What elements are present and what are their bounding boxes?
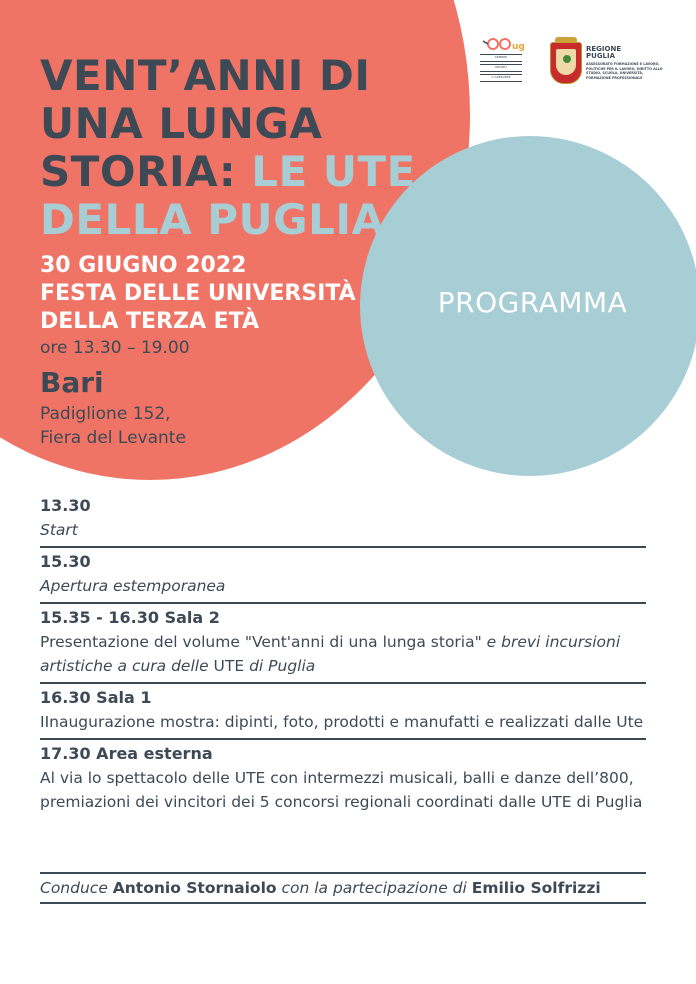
schedule-description: Al via lo spettacolo delle UTE con intermezzi musicali, balli e danze dell’800, premiazioni dei vincitori dei 5 concorsi regionali coordinati dalle UTE di Puglia (40, 769, 643, 811)
schedule-item (40, 492, 646, 548)
event-date: 30 GIUGNO 2022 (40, 253, 247, 278)
event-info (40, 252, 356, 336)
title-line-4: DELLA PUGLIA (40, 195, 385, 244)
event-time: ore 13.30 – 19.00 (40, 338, 190, 358)
ute-logo-row-2: PRONTI (480, 64, 522, 72)
schedule-description: Apertura estemporanea (40, 577, 226, 595)
schedule-item (40, 548, 646, 604)
title-line-3-dark: STORIA: (40, 147, 252, 196)
schedule-time: 17.30 Area esterna (40, 744, 213, 763)
coat-of-arms-icon (550, 42, 582, 84)
event-name-line-2: DELLA TERZA ETÀ (40, 309, 259, 334)
venue-line-1: Padiglione 152, (40, 404, 171, 424)
title-line-3-light: LE UTE (251, 147, 416, 196)
schedule-time: 13.30 (40, 496, 91, 515)
ute-logo-row-3: A CRESCERE (480, 74, 522, 82)
guest-name: Emilio Solfrizzi (471, 879, 601, 897)
event-name-line-1: FESTA DELLE UNIVERSITÀ (40, 281, 356, 306)
credits-text-a: Conduce (40, 879, 113, 897)
title-line-2: UNA LUNGA (40, 99, 323, 148)
region-department: ASSESSORATO FORMAZIONE E LAVORO, POLITICHE PER IL LAVORO, DIRITTO ALLO STUDIO, SCUOLA, UNIVERSITÀ, FORMAZIONE PROFESSIONALE (586, 62, 663, 80)
venue-line-2: Fiera del Levante (40, 428, 186, 448)
credits-footer (40, 872, 646, 904)
ute-logo (476, 36, 526, 86)
schedule-item (40, 684, 646, 740)
credits-text-b: con la partecipazione di (276, 879, 472, 897)
schedule-time: 16.30 Sala 1 (40, 688, 152, 707)
schedule-item (40, 604, 646, 684)
title-line-1: VENT’ANNI DI (40, 51, 371, 100)
schedule-item (40, 740, 646, 818)
regione-puglia-logo (550, 38, 663, 88)
schedule-time: 15.30 (40, 552, 91, 571)
host-name: Antonio Stornaiolo (112, 879, 277, 897)
programma-label: PROGRAMMA (437, 286, 628, 319)
ute-logo-row-1: SEMPRE (480, 54, 522, 62)
schedule-description: Start (40, 521, 78, 539)
region-name: REGIONE PUGLIA (586, 45, 622, 60)
schedule-time: 15.35 - 16.30 Sala 2 (40, 608, 220, 627)
schedule-description: IInaugurazione mostra: dipinti, foto, prodotti e manufatti e realizzati dalle Ute (40, 713, 644, 731)
event-city: Bari (40, 366, 104, 399)
schedule-list (40, 492, 646, 818)
glasses-icon (476, 36, 526, 52)
schedule-description: Presentazione del volume "Vent'anni di una lunga storia" e brevi incursioni artistiche a cura delle UTE di Puglia (40, 633, 621, 675)
page-title (40, 52, 416, 244)
event-venue (40, 402, 186, 450)
svg-text:ug: ug (512, 42, 525, 52)
